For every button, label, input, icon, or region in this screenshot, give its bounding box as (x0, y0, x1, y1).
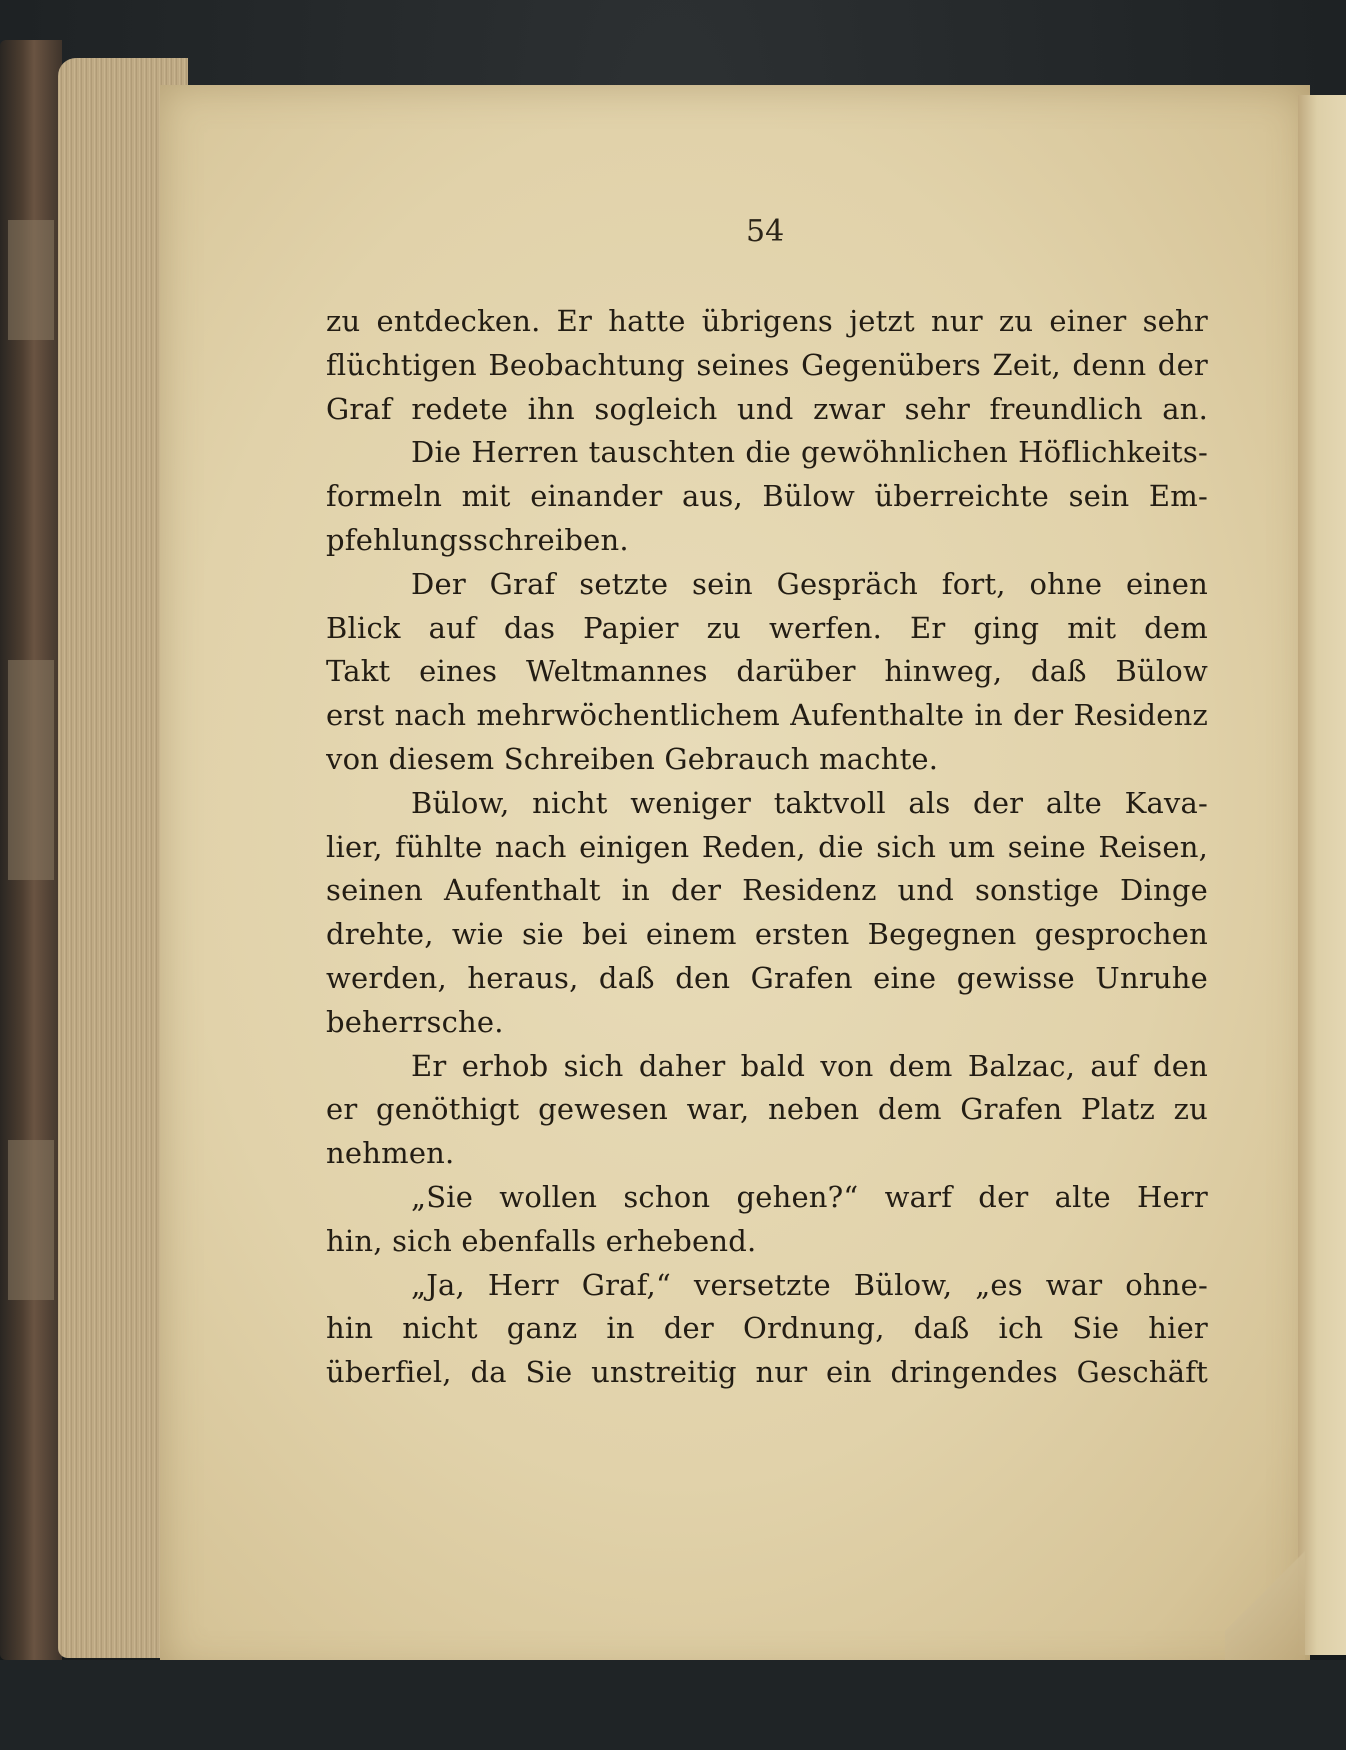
scan-bottom-band (0, 1660, 1346, 1750)
text-line: Takt eines Weltmannes darüber hinweg, daß Bülow (326, 654, 1208, 689)
book-cover-edge (0, 40, 62, 1660)
text-line: erst nach mehrwöchentlichem Aufenthalte in der Residenz (326, 698, 1208, 733)
text-line: zu entdecken. Er hatte übrigens jetzt nur zu einer sehr (326, 304, 1208, 338)
body-text (326, 300, 1208, 1395)
text-line: überfiel, da Sie unstreitig nur ein dringendes Geschäft (326, 1355, 1208, 1390)
text-line: Blick auf das Papier zu werfen. Er ging mit dem (326, 610, 1208, 645)
page-number: 54 (746, 214, 785, 249)
text-line: er genöthigt gewesen war, neben dem Grafen Platz zu (326, 1092, 1208, 1127)
text-line: flüchtigen Beobachtung seines Gegenübers Zeit, denn der (326, 347, 1208, 382)
cover-wear (8, 1140, 54, 1300)
text-line: beherrsche. (326, 1004, 504, 1039)
facing-page-edge (1298, 95, 1346, 1655)
text-line: Der Graf setzte sein Gespräch fort, ohne einen (411, 566, 1208, 601)
text-line: hin nicht ganz in der Ordnung, daß ich Sie hier (326, 1311, 1208, 1346)
text-line: drehte, wie sie bei einem ersten Begegnen gesprochen (326, 917, 1208, 952)
text-line: „Ja, Herr Graf,“ versetzte Bülow, „es war ohne- (411, 1267, 1208, 1302)
cover-wear (8, 660, 54, 880)
text-line: lier, fühlte nach einigen Reden, die sich um seine Reisen, (326, 829, 1208, 864)
text-line: Bülow, nicht weniger taktvoll als der alte Kava- (411, 785, 1208, 820)
text-line: pfehlungsschreiben. (326, 522, 629, 557)
text-line: formeln mit einander aus, Bülow überreichte sein Em- (326, 479, 1208, 514)
text-line: Er erhob sich daher bald von dem Balzac, auf den (411, 1048, 1208, 1083)
cover-wear (8, 220, 54, 340)
text-line: hin, sich ebenfalls erhebend. (326, 1223, 757, 1258)
text-line: Graf redete ihn sogleich und zwar sehr freundlich an. (326, 391, 1208, 426)
text-line: „Sie wollen schon gehen?“ warf der alte Herr (411, 1179, 1208, 1214)
folded-page-corner (1225, 1540, 1305, 1660)
text-line: nehmen. (326, 1136, 455, 1171)
text-line: werden, heraus, daß den Grafen eine gewisse Unruhe (326, 960, 1208, 995)
text-line: Die Herren tauschten die gewöhnlichen Höflichkeits- (411, 435, 1208, 470)
text-line: seinen Aufenthalt in der Residenz und sonstige Dinge (326, 873, 1208, 908)
text-line: von diesem Schreiben Gebrauch machte. (326, 741, 939, 776)
